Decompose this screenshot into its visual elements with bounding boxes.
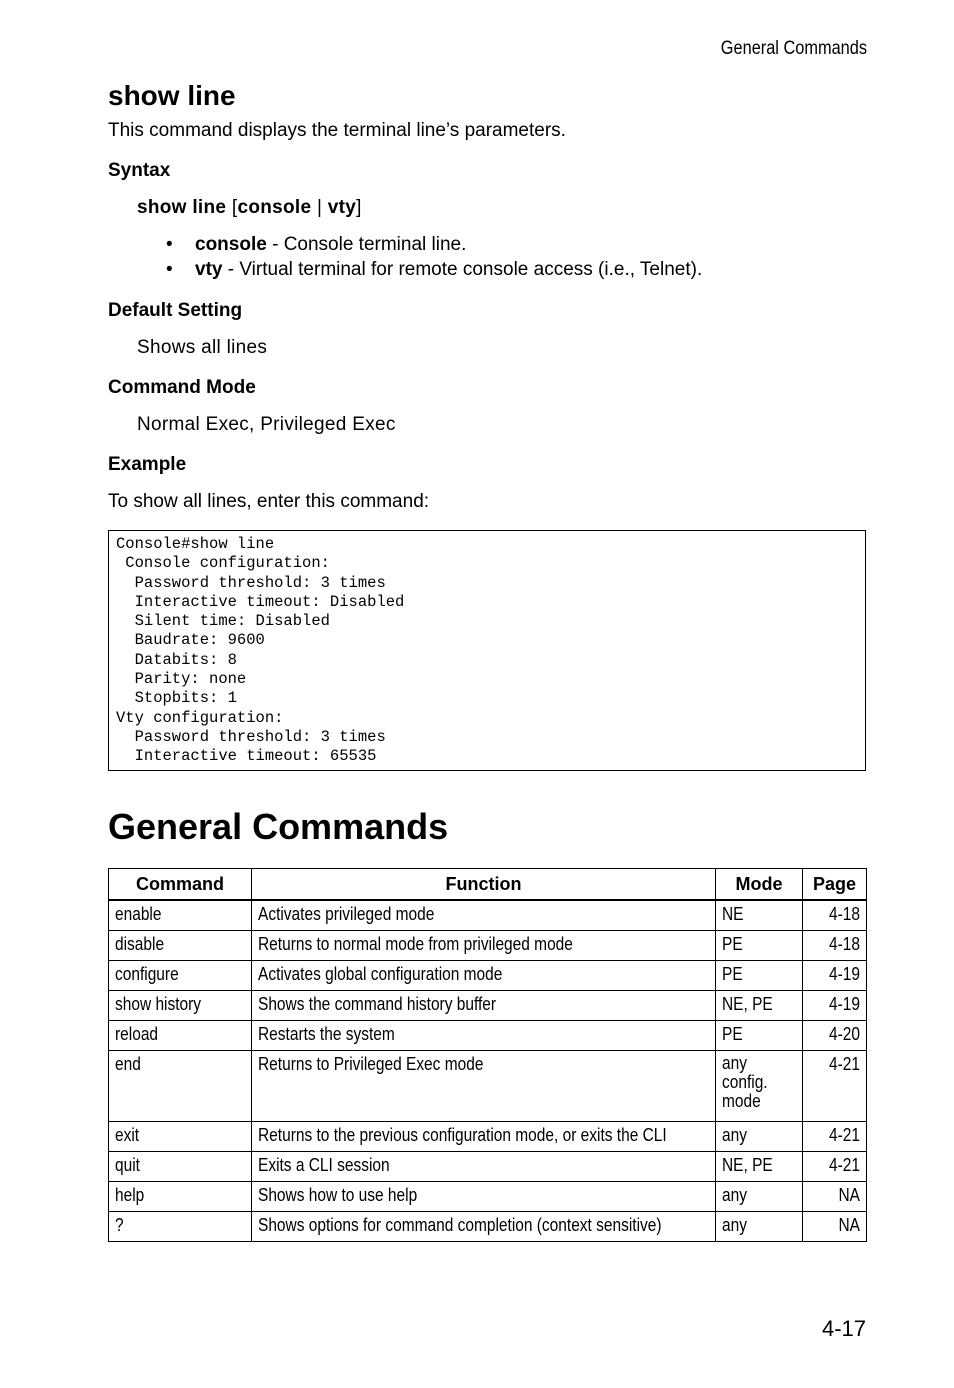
column-header-command: Command	[109, 869, 252, 901]
cell-command	[109, 1121, 252, 1151]
command-mode-heading: Command Mode	[108, 377, 256, 398]
cell-mode-text: PE	[722, 1023, 743, 1044]
cell-page-text: 4-18	[829, 933, 860, 954]
table-row	[109, 990, 867, 1020]
column-header-page: Page	[803, 869, 867, 901]
section-description: This command displays the terminal line’s parameters.	[108, 120, 566, 141]
cell-command	[109, 1151, 252, 1181]
cell-function-text: Restarts the system	[258, 1023, 395, 1044]
cell-command-text: end	[115, 1053, 141, 1074]
cell-mode-text: any	[722, 1214, 747, 1235]
cell-function	[252, 1151, 716, 1181]
cell-function-text: Activates privileged mode	[258, 904, 435, 924]
cell-page-text: 4-20	[829, 1023, 860, 1044]
example-intro: To show all lines, enter this command:	[108, 491, 430, 512]
cell-page	[803, 1181, 867, 1211]
page-number: 4-17	[821, 1316, 866, 1341]
cell-mode	[716, 1181, 803, 1211]
cell-command-text: quit	[115, 1154, 140, 1175]
parameter-item	[166, 259, 702, 284]
example-heading: Example	[108, 454, 187, 475]
section-title: show line	[108, 80, 236, 111]
cell-command	[109, 1050, 252, 1121]
cell-function	[252, 1020, 716, 1050]
table-row	[109, 1020, 867, 1050]
cell-page	[803, 1020, 867, 1050]
cell-command-text: ?	[115, 1214, 124, 1235]
cell-command	[109, 1181, 252, 1211]
default-setting-heading: Default Setting	[108, 300, 243, 321]
table-row	[109, 960, 867, 990]
cell-command-text: reload	[115, 1023, 159, 1044]
cell-function	[252, 1211, 716, 1241]
cell-page-text: NA	[838, 1214, 860, 1235]
cell-page-text: 4-21	[829, 1154, 860, 1175]
syntax-heading: Syntax	[108, 160, 171, 181]
cell-function	[252, 1050, 716, 1121]
cell-page-text: 4-18	[829, 904, 860, 924]
cell-mode-text: NE, PE	[722, 993, 773, 1014]
syntax-separator: |	[311, 197, 328, 218]
cell-mode-text: any config. mode	[722, 1052, 768, 1111]
cell-command	[109, 1020, 252, 1050]
cell-page-text: 4-19	[829, 963, 860, 984]
cell-command-text: enable	[115, 904, 162, 924]
cell-page-text: NA	[838, 1184, 860, 1205]
cell-page	[803, 1121, 867, 1151]
chapter-title: General Commands	[108, 806, 449, 847]
table-header-row	[109, 869, 867, 901]
cell-mode	[716, 1211, 803, 1241]
cell-page	[803, 1151, 867, 1181]
cell-mode-text: PE	[722, 933, 743, 954]
parameter-name: console	[195, 234, 267, 255]
cell-function-text: Shows the command history buffer	[258, 993, 497, 1014]
syntax-bracket-close: ]	[356, 197, 362, 218]
table-row	[109, 930, 867, 960]
general-commands-table	[108, 868, 867, 1242]
cell-page	[803, 930, 867, 960]
cell-mode	[716, 1121, 803, 1151]
example-code-box	[108, 530, 866, 771]
table-row	[109, 1121, 867, 1151]
bullet-icon: •	[166, 259, 173, 280]
cell-command	[109, 900, 252, 930]
cell-function-text: Activates global configuration mode	[258, 963, 503, 984]
cell-function	[252, 960, 716, 990]
cell-mode	[716, 930, 803, 960]
cell-mode-text: NE	[722, 904, 744, 924]
column-header-function: Function	[252, 869, 716, 901]
cell-command-text: exit	[115, 1124, 140, 1145]
parameter-name: vty	[195, 259, 223, 280]
cell-command	[109, 930, 252, 960]
cell-function	[252, 990, 716, 1020]
command-mode-value: Normal Exec, Privileged Exec	[137, 414, 396, 435]
cell-mode-text: any	[722, 1184, 747, 1205]
default-setting-value: Shows all lines	[137, 337, 268, 358]
cell-page-text: 4-21	[829, 1053, 860, 1074]
cell-mode-text: PE	[722, 963, 743, 984]
cell-mode	[716, 1050, 803, 1121]
table-row	[109, 900, 867, 930]
cell-page-text: 4-19	[829, 993, 860, 1014]
cell-function	[252, 1121, 716, 1151]
cell-function-text: Exits a CLI session	[258, 1154, 390, 1175]
parameter-desc: - Console terminal line.	[266, 234, 467, 255]
syntax-option-console: console	[237, 197, 312, 218]
cell-command	[109, 960, 252, 990]
cell-page	[803, 1050, 867, 1121]
column-header-mode: Mode	[716, 869, 803, 901]
running-header: General Commands	[720, 38, 867, 59]
cell-command-text: configure	[115, 963, 179, 984]
cell-page	[803, 1211, 867, 1241]
cell-function	[252, 1181, 716, 1211]
cell-command-text: help	[115, 1184, 145, 1205]
table-row	[109, 1151, 867, 1181]
cell-function	[252, 900, 716, 930]
syntax-line	[137, 197, 362, 219]
cell-command-text: disable	[115, 933, 165, 954]
cell-mode-text: NE, PE	[722, 1154, 773, 1175]
cell-mode	[716, 990, 803, 1020]
cell-function-text: Returns to Privileged Exec mode	[258, 1053, 484, 1074]
parameter-desc: - Virtual terminal for remote console access (i.e., Telnet).	[222, 259, 703, 280]
syntax-bracket-open: [	[226, 197, 238, 218]
cell-mode	[716, 1151, 803, 1181]
cell-command	[109, 990, 252, 1020]
parameter-item	[166, 234, 702, 259]
example-code: Console#show line Console configuration: Password threshold: 3 times Interactive timeout: Disabled Silent time: Disabled Baudrate: 9600 Databits: 8 Parity: none Stopbits: 1 Vty configuration: Password threshold: 3 times Interactive timeout: 65535	[116, 535, 405, 766]
cell-page	[803, 960, 867, 990]
table-row	[109, 1050, 867, 1121]
cell-mode	[716, 960, 803, 990]
cell-page-text: 4-21	[829, 1124, 860, 1145]
cell-function-text: Returns to the previous configuration mode, or exits the CLI	[258, 1124, 667, 1145]
cell-page	[803, 900, 867, 930]
cell-page	[803, 990, 867, 1020]
cell-function-text: Returns to normal mode from privileged mode	[258, 933, 573, 954]
cell-mode	[716, 900, 803, 930]
bullet-icon: •	[166, 234, 173, 255]
syntax-option-vty: vty	[327, 197, 357, 218]
cell-command	[109, 1211, 252, 1241]
cell-mode-text: any	[722, 1124, 747, 1145]
parameter-list	[166, 234, 702, 284]
cell-function-text: Shows how to use help	[258, 1184, 418, 1205]
cell-mode	[716, 1020, 803, 1050]
table-row	[109, 1181, 867, 1211]
cell-function	[252, 930, 716, 960]
cell-function-text: Shows options for command completion (context sensitive)	[258, 1214, 662, 1235]
cell-command-text: show history	[115, 993, 202, 1014]
table-row	[109, 1211, 867, 1241]
syntax-command: show line	[137, 197, 227, 218]
